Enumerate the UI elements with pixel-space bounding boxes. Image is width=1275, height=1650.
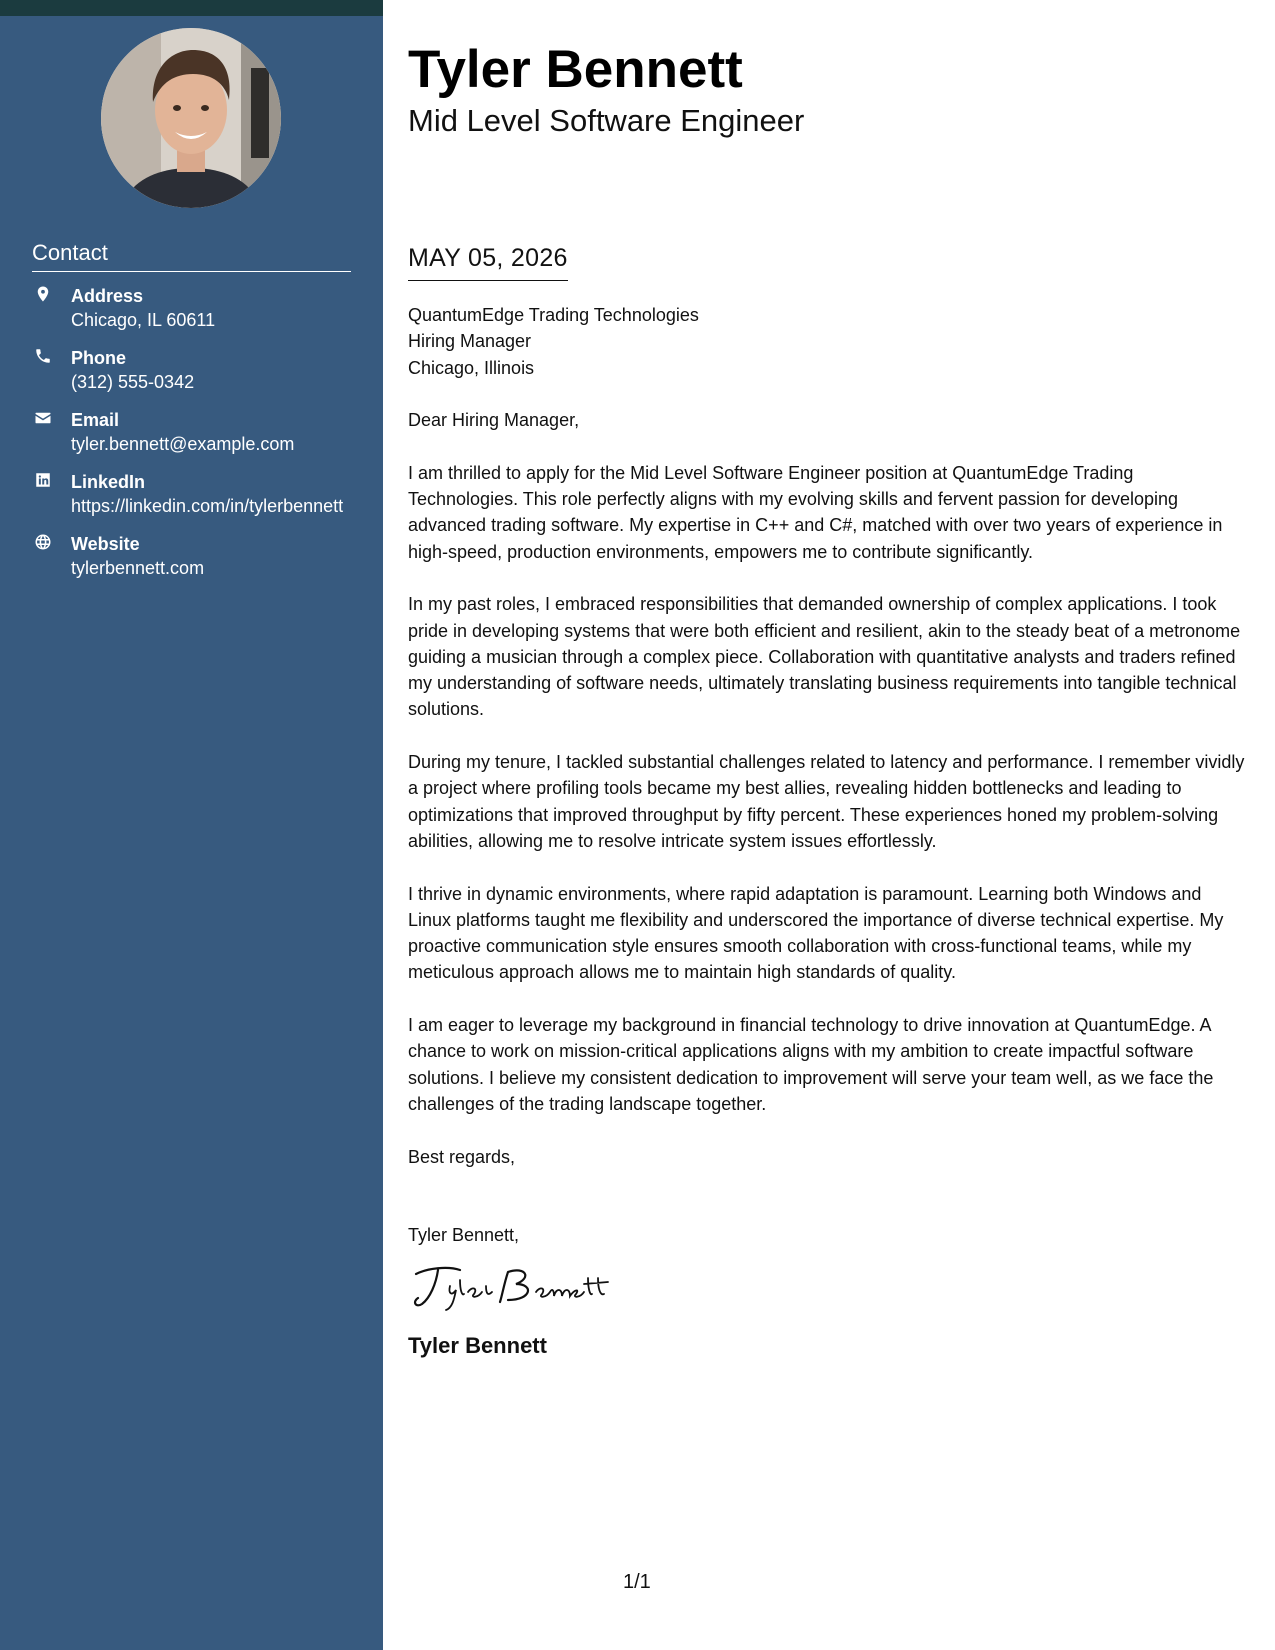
closing-name: Tyler Bennett, xyxy=(408,1224,520,1245)
applicant-name: Tyler Bennett xyxy=(408,40,743,99)
letter-paragraph: I thrive in dynamic environments, where rapid adaptation is paramount. Learning both Windows and Linux platforms taught me flexibility and underscored the importance of diverse technical expertise. My proactive communication style ensures smooth collaboration with cross-functional teams, while my meticulous approach allows me to maintain high standards of quality. xyxy=(408,883,1224,983)
letter-paragraph: In my past roles, I embraced responsibilities that demanded ownership of complex applications. I took pride in developing systems that were both efficient and resilient, akin to the steady beat of a metronome guiding a musician through a complex piece. Collaboration with quantitative analysts and traders refined my understanding of software needs, ultimately translating business requirements into tangible technical solutions. xyxy=(408,594,1241,720)
contact-value[interactable]: (312) 555-0342 xyxy=(71,372,195,392)
recipient-block xyxy=(408,302,1248,381)
contact-value[interactable]: tylerbennett.com xyxy=(71,558,205,578)
contact-label: LinkedIn xyxy=(71,472,146,492)
sidebar-top-bar xyxy=(0,0,383,16)
contact-value[interactable]: tyler.bennett@example.com xyxy=(71,434,295,454)
salutation: Dear Hiring Manager, xyxy=(408,410,580,431)
handwritten-signature xyxy=(408,1260,1248,1312)
contact-item-address xyxy=(32,284,352,332)
contact-item-email xyxy=(32,408,352,456)
letter-paragraph: During my tenure, I tackled substantial challenges related to latency and performance. I remember vividly a project where profiling tools became my best allies, revealing hidden bottlenecks and leading to optimizations that improved throughput by fifty percent. These experiences honed my problem-solving abilities, allowing me to resolve intricate system issues effortlessly. xyxy=(408,752,1245,851)
contact-item-website xyxy=(32,532,352,580)
letter-paragraph: I am thrilled to apply for the Mid Level Software Engineer position at QuantumEdge Trading Technologies. This role perfectly aligns with my evolving skills and fervent passion for developing advanced trading software. My expertise in C++ and C#, matched with over two years of experience in high-speed, production environments, empowers me to contribute significantly. xyxy=(408,462,1223,562)
contact-heading: Contact xyxy=(32,240,351,272)
location-pin-icon xyxy=(34,285,52,303)
contact-value: Chicago, IL 60611 xyxy=(71,310,216,330)
phone-icon xyxy=(34,347,52,365)
letter-body xyxy=(408,302,1248,1360)
signed-name: Tyler Bennett xyxy=(408,1333,547,1359)
linkedin-icon xyxy=(34,471,52,489)
avatar-photo xyxy=(101,28,281,208)
page-number: 1/1 xyxy=(623,1571,651,1593)
email-icon xyxy=(34,409,52,427)
contact-list xyxy=(32,284,352,594)
avatar xyxy=(101,28,281,208)
closing: Best regards, xyxy=(408,1146,516,1167)
sidebar xyxy=(0,0,383,1650)
contact-label: Phone xyxy=(71,348,127,368)
recipient-company: QuantumEdge Trading Technologies xyxy=(408,305,699,325)
contact-item-linkedin xyxy=(32,470,352,518)
contact-item-phone xyxy=(32,346,352,394)
letter-date: MAY 05, 2026 xyxy=(408,243,568,281)
contact-label: Email xyxy=(71,410,120,430)
job-title: Mid Level Software Engineer xyxy=(408,103,805,138)
contact-label: Address xyxy=(71,286,144,306)
globe-icon xyxy=(34,533,52,551)
recipient-location: Chicago, Illinois xyxy=(408,357,535,378)
recipient-role: Hiring Manager xyxy=(408,331,532,352)
contact-value[interactable]: https://linkedin.com/in/tylerbennett xyxy=(71,496,344,516)
contact-label: Website xyxy=(71,534,140,554)
letter-paragraph: I am eager to leverage my background in financial technology to drive innovation at QuantumEdge. A chance to work on mission-critical applications aligns with my ambition to create impactful software solutions. I believe my consistent dedication to improvement will serve your team well, as we face the challenges of the trading landscape together. xyxy=(408,1015,1214,1114)
